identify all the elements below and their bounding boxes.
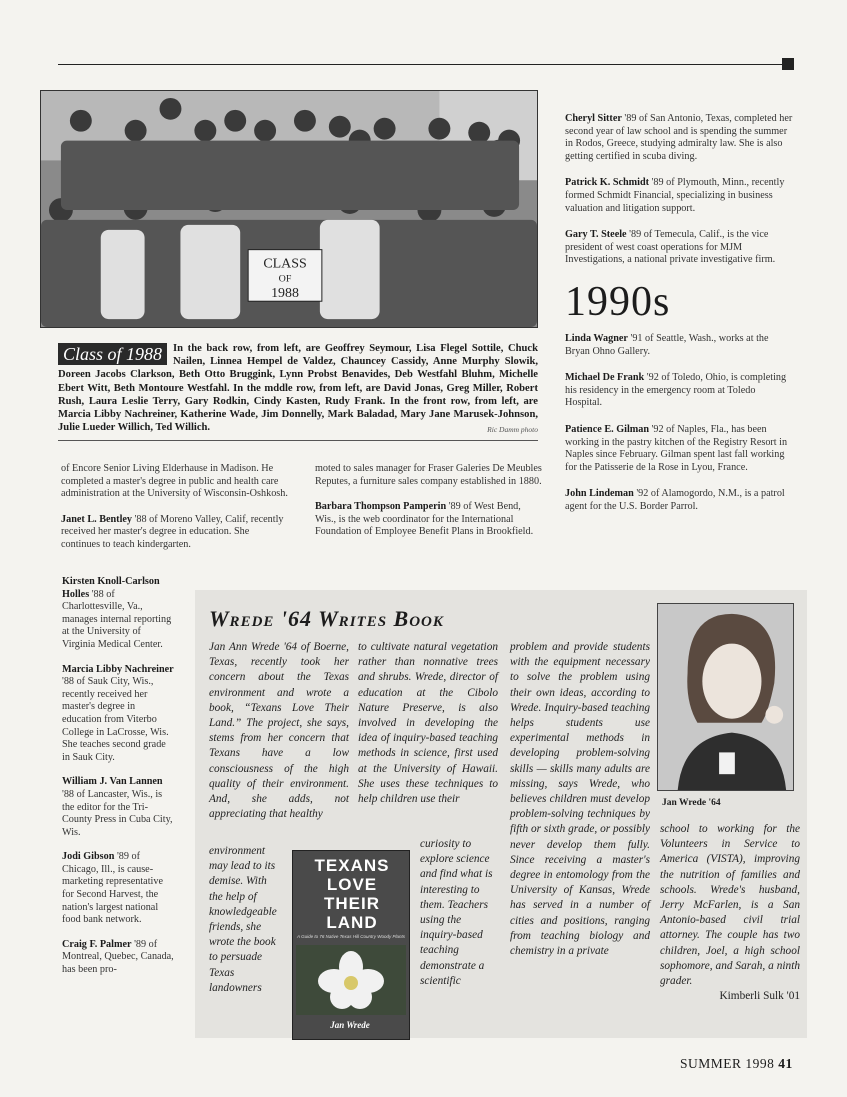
top-rule-square [782, 58, 794, 70]
flower-icon [296, 945, 406, 1015]
middle-column-2 [315, 463, 543, 552]
note-name: Michael De Frank [565, 372, 645, 384]
feature-column-1 [209, 640, 349, 822]
photo-sign-line-2: OF [278, 273, 292, 285]
decade-heading: 1990s [565, 278, 671, 325]
portrait-caption: Jan Wrede '64 [662, 798, 721, 808]
note-text: '89 of Temecula, Calif., is the vice president of west coast operations for MJM Investigations, a national private investigative firm. [565, 229, 776, 266]
page-folio [680, 1056, 793, 1072]
note-text: '89 of Plymouth, Minn., recently formed Schmidt Financial, specializing in business valuation and litigation support. [565, 177, 785, 214]
class-note [565, 333, 793, 358]
jan-wrede-portrait [657, 603, 794, 791]
page-number: 41 [778, 1056, 793, 1071]
note-name: Janet L. Bentley [61, 513, 133, 525]
caption-rule [58, 440, 538, 441]
note-text: '89 of San Antonio, Texas, completed her second year of law school and is spending the summer in Rodos, Greece, studying admiralty law. She is also getting certified in scuba diving. [565, 113, 793, 162]
feature-title: Wrede '64 Writes Book [209, 606, 444, 631]
left-column [62, 576, 176, 989]
class-note [62, 851, 176, 927]
note-name: John Lindeman [565, 488, 634, 500]
note-text: '92 of Alamogordo, N.M., is a patrol agent for the U.S. Border Parrol. [565, 488, 785, 512]
note-name: Linda Wagner [565, 332, 628, 344]
class-note [62, 664, 176, 765]
continued-note: of Encore Senior Living Elderhause in Madison. He completed a master's degree in public and health care administration at the University of Wisconsin-Oshkosh. [61, 463, 288, 500]
note-name: Patience E. Gilman [565, 423, 650, 435]
note-name: Jodi Gibson [62, 851, 115, 863]
note-name: Craig F. Palmer [62, 938, 132, 950]
note-text: '89 of Chicago, Ill., is cause-marketing representative for Second Harvest, the nation's largest national food bank network. [62, 851, 163, 926]
feature-paragraph: environment may lead to its demise. With the help of knowledgeable friends, she wrote the book to persuade Texas landowners [209, 845, 277, 994]
book-title: TEXANS LOVE THEIR LAND [314, 856, 390, 932]
note-text: '88 of Sauk City, Wis., recently received her master's degree in education from Viterbo College in LaCrosse, Wis. She teaches second grade in Sauk City. [62, 676, 169, 763]
class-note [565, 113, 793, 163]
note-text: '89 of West Bend, Wis., is the web coordinator for the International Foundation of Employee Benefit Plans in Brookfield. [315, 501, 534, 538]
note-text: '89 of Montreal, Quebec, Canada, has been pro- [62, 938, 174, 976]
top-rule [58, 64, 785, 65]
class-note [565, 424, 793, 474]
feature-column-1-wrap [209, 844, 279, 996]
class-note [315, 501, 543, 539]
class-note [62, 776, 176, 839]
feature-column-2-wrap [420, 837, 496, 989]
class-note [565, 372, 793, 410]
continued-note: moted to sales manager for Fraser Galeries De Meubles Reputes, a furniture sales company established in 1880. [315, 463, 542, 487]
photo-credit: Ric Damm photo [487, 425, 538, 435]
note-text: '88 of Lancaster, Wis., is the editor for the Tri-County Press in Cuba City, Wis. [62, 788, 173, 838]
note-text: '88 of Moreno Valley, Calif, recently received her master's degree in education. She continues to teach kindergarten. [61, 513, 284, 550]
right-column [565, 113, 793, 527]
note-name: Barbara Thompson Pamperin [315, 501, 447, 513]
photo-sign-line-1: CLASS [263, 256, 307, 272]
note-name: Kirsten Knoll-Carlson Holles [62, 576, 160, 600]
feature-paragraph: to cultivate natural vegetation rather than nonnative trees and shrubs. Wrede, director of education at the Cibolo Nature Preserve, is also involved in developing the idea of inquiry-based teaching methods in science, first used at the University of Hawaii. She uses these techniques to help children use their [358, 641, 498, 806]
feature-column-2 [358, 640, 498, 807]
feature-paragraph: school to working for the Volunteers in Service to America (VISTA), improving the nutrition of families and schools. Wrede's husband, Jerry McFarlen, is a San Antonio-based civil trial attorney. The couple has two children, Joel, a high school sophomore, and Sarah, a ninth grader. [660, 823, 800, 988]
photo-caption [58, 342, 538, 436]
class-note [565, 488, 793, 513]
note-text: '91 of Seattle, Wash., works at the Bryan Ohno Gallery. [565, 332, 769, 357]
class-note [565, 229, 793, 267]
photo-sign-line-3: 1988 [271, 286, 299, 302]
feature-column-3 [510, 640, 650, 959]
note-name: William J. Van Lannen [62, 776, 163, 788]
feature-paragraph: problem and provide students with the equipment necessary to solve the problem using their own ideas, according to Wrede. Inquiry-based teaching helps students use experimental methods in developing problem-solving skills — skills many adults are missing, says Wrede, who believes children must develop problem-solving techniques by fifth or sixth grade, or possibly never develop them fully. Since receiving a master's degree in entomology from the University of Kansas, Wrede has served in a number of cities and positions, ranging from teaching biology and chemistry in a private [510, 641, 650, 958]
note-text: '88 of Charlottesville, Va., manages internal reporting at the University of Virginia Medical Center. [62, 588, 172, 650]
note-text: '92 of Naples, Fla., has been working in the pastry kitchen of the Registry Resort in Naples since February. Gilman spent last fall working for the Patisserie de la Rose in Lyou, France. [565, 423, 788, 473]
note-name: Gary T. Steele [565, 229, 627, 241]
book-subtitle: A Guide to 76 Native Texas Hill Country Woody Plants [297, 934, 405, 939]
middle-column-1 [61, 463, 289, 565]
feature-column-4 [660, 822, 800, 1004]
feature-paragraph: Jan Ann Wrede '64 of Boerne, Texas, recently took her concern about the Texas environment and wrote a book, “Texans Love Their Land.” The project, she says, stems from her concern that Texans have a low consciousness of the high quality of their environment. And, she adds, not appreciating that healthy [209, 641, 349, 821]
issue-label: SUMMER 1998 [680, 1056, 775, 1071]
note-text: '92 of Toledo, Ohio, is completing his residency in the emergency room at Toledo Hospital. [565, 372, 787, 409]
byline: Kimberli Sulk '01 [719, 990, 800, 1003]
note-name: Cheryl Sitter [565, 113, 622, 124]
book-author: Jan Wrede [330, 1020, 370, 1030]
caption-text: In the back row, from left, are Geoffrey Seymour, Lisa Flegel Sottile, Chuck Nailen, Linnea Hempel de Valdez, Chauncey Cassidy, Anne Murphy Slowik, Doreen Jacobs Clarkson, Beth Otto Bruggink, Lynn Probst Benavides, Deb Westfahl Bluhm, Michelle Ebert Witt, Beth Montoure Westfahl. In the mddle row, from left, are David Jonas, Greg Miller, Robert Rush, Laura Leslie Terry, Gary Rodkin, Cindy Kasten, Rudy Frank. In the front row, from left, are Marcia Libby Nachreiner, Katherine Wade, Jim Donnelly, Mark Baladad, Mary Jane Marusek-Johnson, Julie Lueder Willich, Ted Willich. [58, 343, 538, 434]
class-of-1988-photo [40, 90, 538, 328]
class-note [61, 514, 289, 552]
note-name: Patrick K. Schmidt [565, 177, 650, 189]
caption-label: Class of 1988 [58, 343, 167, 365]
note-name: Marcia Libby Nachreiner [62, 663, 174, 675]
feature-paragraph: curiosity to explore science and find what is interesting to them. Teachers using the inquiry-based teaching demonstrate a scientific [420, 838, 493, 987]
class-note [62, 576, 176, 652]
class-note [565, 177, 793, 215]
class-note [62, 939, 176, 977]
